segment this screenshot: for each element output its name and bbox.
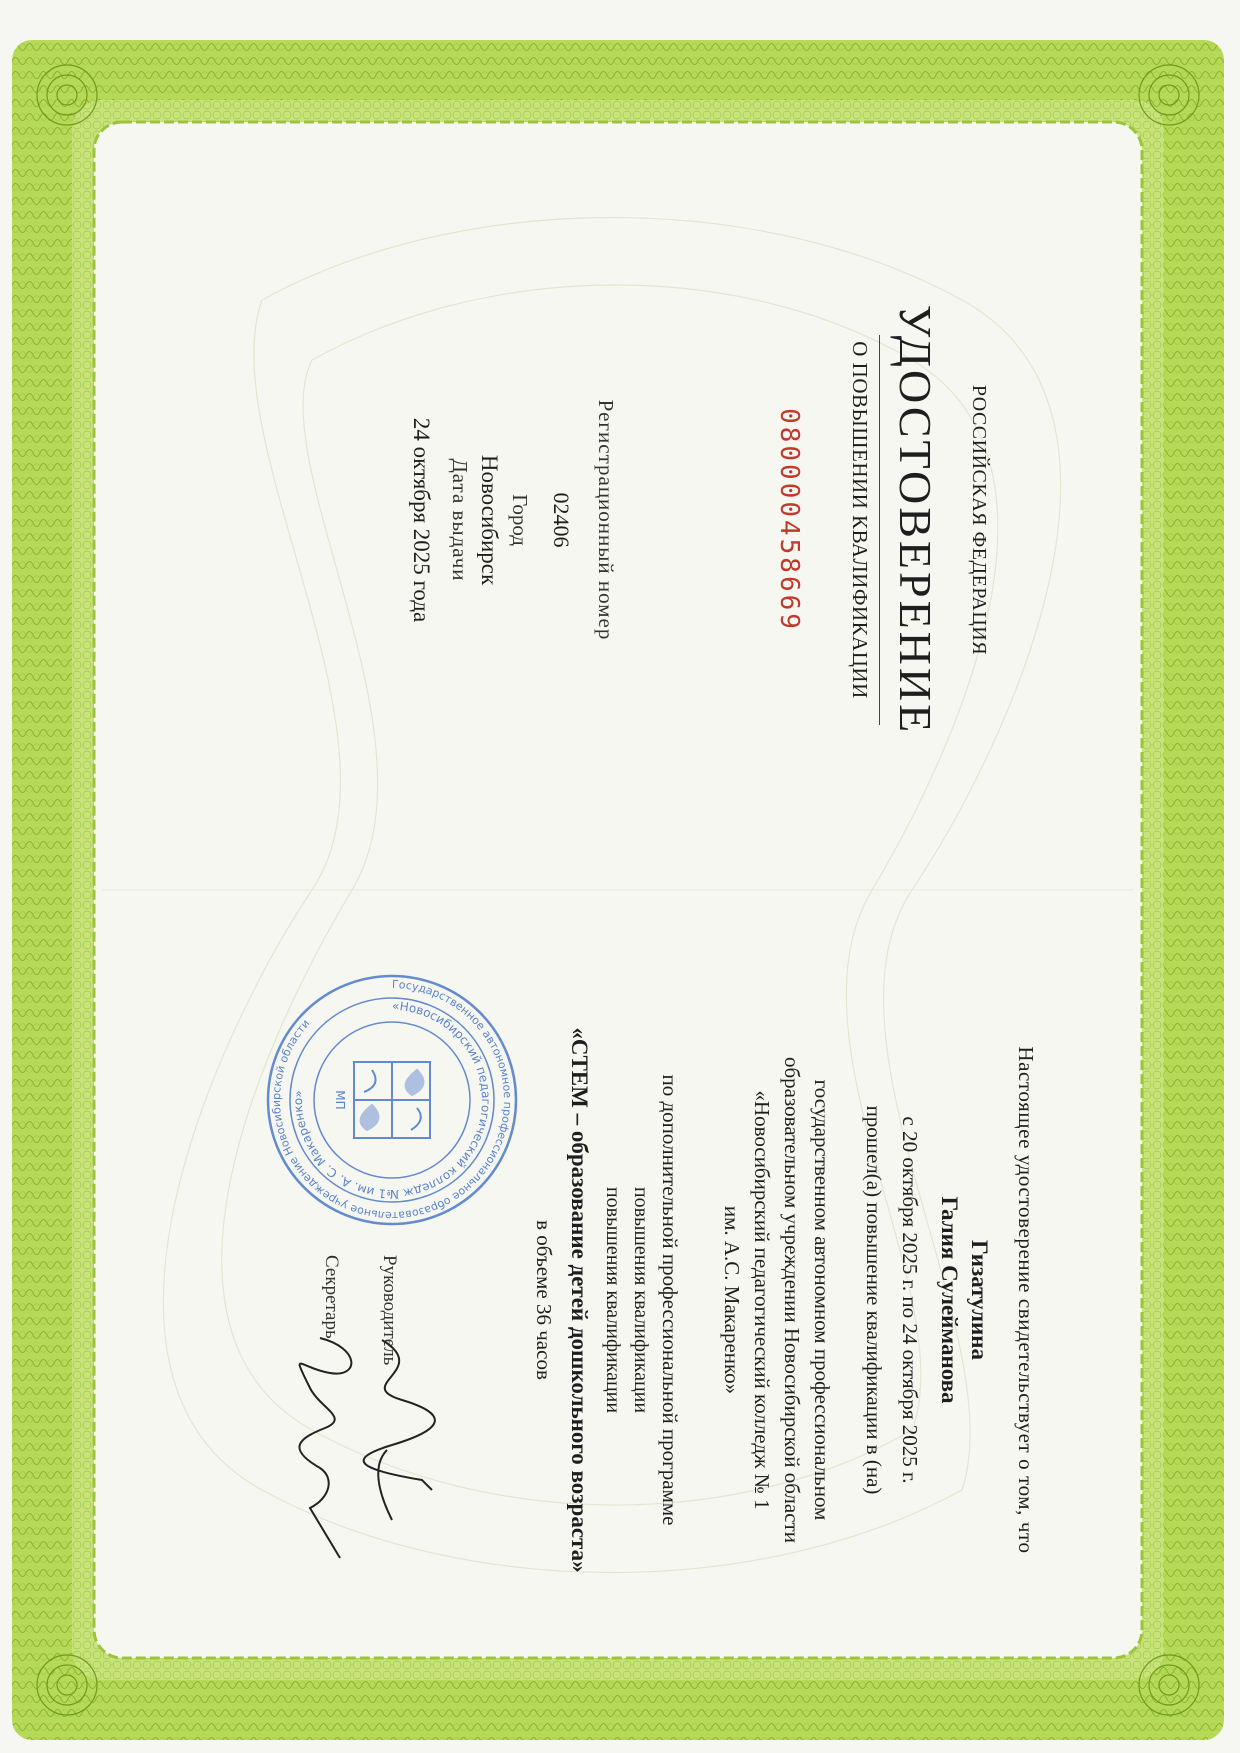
secretary-signature: [270, 1328, 380, 1568]
program-line: по дополнительной профессиональной программе: [658, 1074, 682, 1526]
institution-line: «Новосибирский педагогический колледж № 1: [750, 1090, 774, 1510]
title-page: [96, 130, 1152, 910]
registration-number: 02406: [549, 492, 574, 548]
institution-seal: [262, 970, 522, 1230]
secretary-label: Секретарь: [321, 1255, 342, 1339]
institution-line: образовательном учреждении Новосибирской области: [780, 1057, 804, 1543]
country-name: РОССИЙСКАЯ ФЕДЕРАЦИЯ: [968, 384, 990, 656]
program-volume: в объеме 36 часов: [532, 1220, 556, 1380]
certificate-content: [96, 130, 1152, 1690]
document-title: УДОСТОВЕРЕНИЕ: [890, 304, 941, 736]
body-page: [96, 910, 1152, 1690]
training-period: с 20 октября 2025 г. по 24 октября 2025 г.: [898, 1116, 922, 1484]
institution-line: государственном автономном профессиональном: [810, 1079, 834, 1521]
seal-center-mark: МП: [333, 1090, 347, 1110]
document-subtitle: О ПОВЫШЕНИИ КВАЛИФИКАЦИИ: [848, 341, 872, 699]
city-value: Новосибирск: [477, 454, 502, 586]
issue-date: 24 октября 2025 года: [409, 417, 434, 623]
city-label: Город: [508, 494, 532, 546]
training-statement: прошел(а) повышение квалификации в (на): [862, 1105, 886, 1495]
holder-surname: Гизатулина: [967, 1240, 992, 1360]
program-line: повышения квалификации: [630, 1186, 652, 1414]
intro-text: Настоящее удостоверение свидетельствует о том, что: [1014, 1046, 1038, 1554]
seal-outer-text: Государственное автономное профессиональное образовательное учреждение Новосибирской области: [269, 977, 515, 1223]
institution-line: им. А.С. Макаренко»: [720, 1205, 744, 1395]
head-label: Руководитель: [379, 1255, 400, 1366]
program-line: повышения квалификации: [602, 1186, 624, 1414]
certificate-sheet: [12, 40, 1224, 1740]
emblem-icon: [354, 1062, 430, 1138]
serial-number: 080000458669: [774, 408, 804, 632]
issue-date-label: Дата выдачи: [448, 458, 472, 582]
registration-number-label: Регистрационный номер: [594, 399, 618, 641]
title-underline: [879, 335, 880, 725]
holder-given-names: Галия Сулейманова: [937, 1196, 962, 1404]
seal-inner-text: «Новосибирский педагогический колледж №1 им. А. С. Макаренко»: [290, 998, 494, 1202]
program-name: «СТЕМ – образование детей дошкольного возраста»: [567, 1027, 592, 1573]
